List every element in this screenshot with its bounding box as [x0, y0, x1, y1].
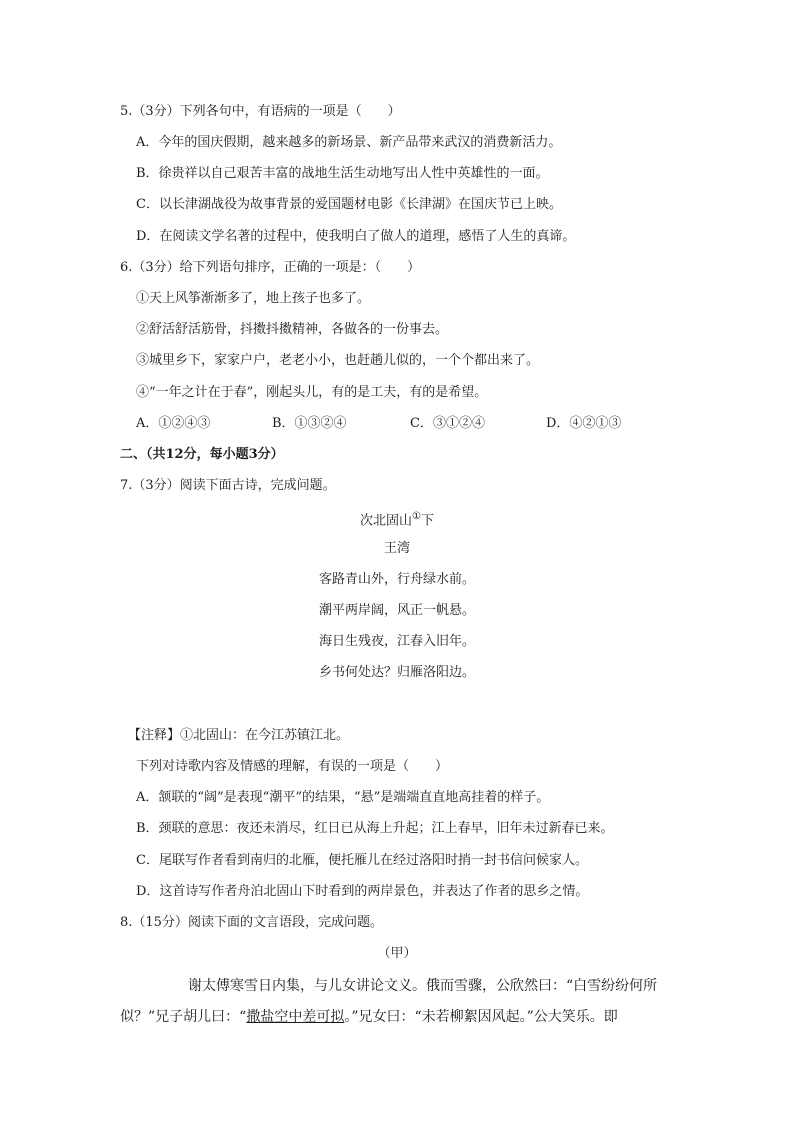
q5-option-d: D．在阅读文学名著的过程中，使我明白了做人的道理，感悟了人生的真谛。 [136, 229, 576, 244]
poem-note: 【注释】①北固山：在今江苏镇江北。 [128, 728, 350, 743]
q7-option-d: D．这首诗写作者舟泊北固山下时看到的两岸景色，并表达了作者的思乡之情。 [136, 884, 589, 899]
poem-title-note-mark: ① [412, 511, 421, 522]
poem-title-suffix: 下 [420, 513, 434, 529]
passage-label: （甲） [377, 946, 417, 961]
passage-line-1: 谢太傅寒雪日内集，与儿女讲论文义。俄而雪骤，公欣然曰：“白雪纷纷何所 [188, 978, 658, 994]
q6-option-a: A．①②④③ [136, 416, 211, 431]
underlined-phrase: 撒盐空中差可拟 [246, 1009, 345, 1025]
poem-author: 王湾 [383, 541, 410, 556]
q5-stem: 5.（3分）下列各句中，有语病的一项是（ ） [120, 104, 401, 119]
q6-option-b: B．①③②④ [272, 416, 347, 431]
passage-line-2-start: 似？”兄子胡儿曰：“ [120, 1009, 247, 1025]
q6-sentence-1: ①天上风筝渐渐多了，地上孩子也多了。 [136, 291, 371, 306]
section-heading: 二、（共12分，每小题3分） [120, 447, 284, 462]
poem-title [0, 508, 794, 530]
q5-option-b: B．徐贵祥以自己艰苦丰富的战地生活生动地写出人性中英雄性的一面。 [136, 166, 549, 181]
q5-option-a: A．今年的国庆假期，越来越多的新场景、新产品带来武汉的消费新活力。 [136, 135, 562, 150]
q5-option-c: C．以长津湖战役为故事背景的爱国题材电影《长津湖》在国庆节已上映。 [136, 197, 562, 212]
q6-sentence-2: ②舒活舒活筋骨，抖擞抖擞精神，各做各的一份事去。 [136, 322, 449, 337]
q7-option-b: B．颈联的意思：夜还未消尽，红日已从海上升起；江上春早，旧年未过新春已来。 [136, 821, 614, 836]
q7-option-c: C．尾联写作者看到南归的北雁，便托雁儿在经过洛阳时捎一封书信问候家人。 [136, 853, 588, 868]
q7-option-a: A．颔联的“阔”是表现“潮平”的结果，“悬”是端端直直地高挂着的样子。 [136, 790, 550, 805]
poem-line-3: 海日生残夜，江春入旧年。 [318, 634, 475, 649]
poem-line-1: 客路青山外，行舟绿水前。 [318, 572, 475, 587]
q6-sentence-4: ④“一年之计在于春”，刚起头儿，有的是工夫，有的是希望。 [136, 385, 488, 400]
q7-question: 下列对诗歌内容及情感的理解，有误的一项是（ ） [136, 759, 449, 774]
q6-option-c: C．③①②④ [410, 416, 485, 431]
poem-line-2: 潮平两岸阔，风正一帆悬。 [318, 603, 475, 618]
q7-stem: 7.（3分）阅读下面古诗，完成问题。 [120, 478, 336, 493]
q6-option-d: D．④②①③ [546, 416, 622, 431]
passage-line-2-end: 。”兄女曰：“未若柳絮因风起。”公大笑乐。即 [344, 1009, 618, 1025]
q8-stem: 8.（15分）阅读下面的文言语段，完成问题。 [120, 915, 383, 930]
q6-stem: 6.（3分）给下列语句排序，正确的一项是：（ ） [120, 260, 421, 275]
poem-title-text: 次北固山 [360, 513, 413, 529]
poem-line-4: 乡书何处达？归雁洛阳边。 [318, 665, 475, 680]
q6-sentence-3: ③城里乡下，家家户户，老老小小，也赶趟儿似的，一个个都出来了。 [136, 353, 540, 368]
passage-line-2 [120, 1008, 618, 1026]
